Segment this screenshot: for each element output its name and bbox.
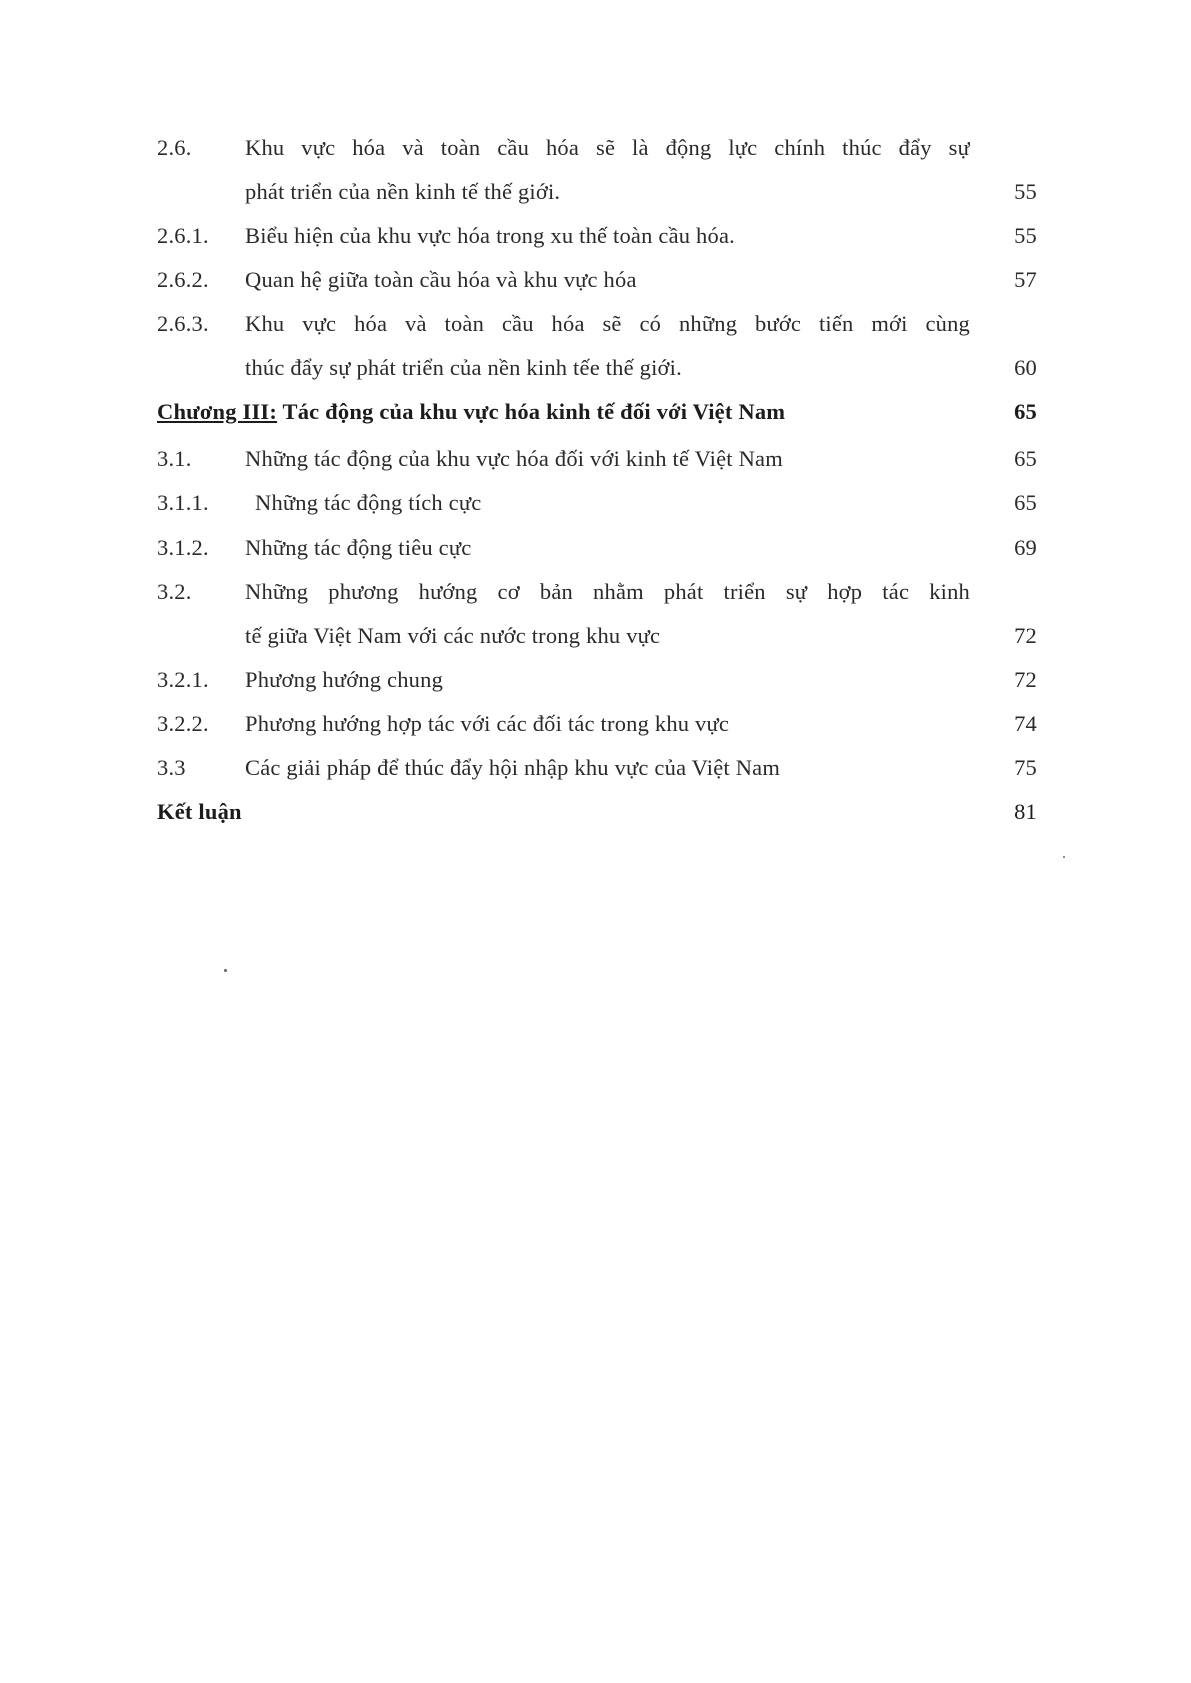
- toc-entry-title: Những tác động tiêu cực: [245, 535, 472, 560]
- toc-entry-title: Khu vực hóa và toàn cầu hóa sẽ là động lực chính thúc đẩy sự: [245, 135, 970, 160]
- toc-entry-3-2-cont: [0, 616, 1191, 656]
- toc-chapter-label: Kết luận: [157, 799, 242, 824]
- toc-entry-title: phát triển của nền kinh tế thế giới.: [245, 179, 561, 204]
- toc-entry-number: 3.2.1.: [157, 667, 209, 692]
- toc-entry-page: 72: [1014, 667, 1037, 692]
- toc-entry-2-6-1: [0, 216, 1191, 256]
- toc-entry-page: 65: [1014, 399, 1037, 424]
- toc-entry-title: thúc đẩy sự phát triển của nền kinh tếe thế giới.: [245, 355, 682, 380]
- toc-entry-page: 75: [1014, 755, 1037, 780]
- toc-conclusion: [0, 792, 1191, 832]
- toc-entry-page: 72: [1014, 623, 1037, 648]
- toc-entry-2-6-cont: [0, 172, 1191, 212]
- toc-entry-title: Những tác động của khu vực hóa đối với kinh tế Việt Nam: [245, 446, 783, 471]
- toc-entry-title: Quan hệ giữa toàn cầu hóa và khu vực hóa: [245, 267, 637, 292]
- toc-entry-3-1: [0, 439, 1191, 479]
- toc-chapter-3: [0, 392, 1191, 432]
- toc-entry-title: Biểu hiện của khu vực hóa trong xu thế toàn cầu hóa.: [245, 223, 735, 248]
- toc-chapter-heading: [157, 392, 785, 432]
- toc-entry-number: 3.2.2.: [157, 711, 209, 736]
- toc-entry-number: 2.6.1.: [157, 223, 209, 248]
- toc-entry-number: 2.6.: [157, 135, 192, 160]
- toc-chapter-title: Tác động của khu vực hóa kinh tế đối với Việt Nam: [282, 399, 786, 424]
- scan-speck: [224, 969, 227, 972]
- toc-entry-number: 2.6.2.: [157, 267, 209, 292]
- toc-entry-page: 57: [1014, 267, 1037, 292]
- toc-entry-2-6-3-cont: [0, 348, 1191, 388]
- toc-entry-page: 55: [1014, 179, 1037, 204]
- toc-entry-title: Phương hướng chung: [245, 667, 444, 692]
- toc-entry-3-2: [0, 572, 1191, 612]
- toc-entry-page: 60: [1014, 355, 1037, 380]
- toc-entry-number: 3.1.2.: [157, 535, 209, 560]
- toc-entry-3-1-1: [0, 483, 1191, 523]
- toc-entry-title: Phương hướng hợp tác với các đối tác trong khu vực: [245, 711, 730, 736]
- toc-entry-2-6-2: [0, 260, 1191, 300]
- toc-entry-number: 3.1.1.: [157, 490, 209, 515]
- toc-entry-page: 55: [1014, 223, 1037, 248]
- toc-chapter-label: Chương III:: [157, 399, 278, 424]
- toc-entry-number: 3.1.: [157, 446, 192, 471]
- toc-entry-page: 65: [1014, 446, 1037, 471]
- toc-entry-3-2-1: [0, 660, 1191, 700]
- toc-chapter-heading: [157, 792, 242, 832]
- toc-entry-2-6: [0, 128, 1191, 168]
- toc-entry-title: Những tác động tích cực: [255, 490, 482, 515]
- toc-entry-page: 81: [1014, 799, 1037, 824]
- toc-entry-number: 3.2.: [157, 579, 192, 604]
- toc-entry-number: 3.3: [157, 755, 186, 780]
- toc-entry-page: 74: [1014, 711, 1037, 736]
- toc-entry-3-3: [0, 748, 1191, 788]
- toc-entry-page: 65: [1014, 490, 1037, 515]
- toc-entry-2-6-3: [0, 304, 1191, 344]
- toc-entry-title: Khu vực hóa và toàn cầu hóa sẽ có những bước tiến mới cùng: [245, 311, 970, 336]
- toc-entry-title: tế giữa Việt Nam với các nước trong khu vực: [245, 623, 661, 648]
- toc-entry-title: Những phương hướng cơ bản nhằm phát triển sự hợp tác kinh: [245, 579, 970, 604]
- toc-entry-page: 69: [1014, 535, 1037, 560]
- toc-entry-3-2-2: [0, 704, 1191, 744]
- toc-entry-title: Các giải pháp để thúc đẩy hội nhập khu vực của Việt Nam: [245, 755, 781, 780]
- toc-entry-number: 2.6.3.: [157, 311, 209, 336]
- scan-speck: [1063, 856, 1065, 858]
- toc-entry-3-1-2: [0, 528, 1191, 568]
